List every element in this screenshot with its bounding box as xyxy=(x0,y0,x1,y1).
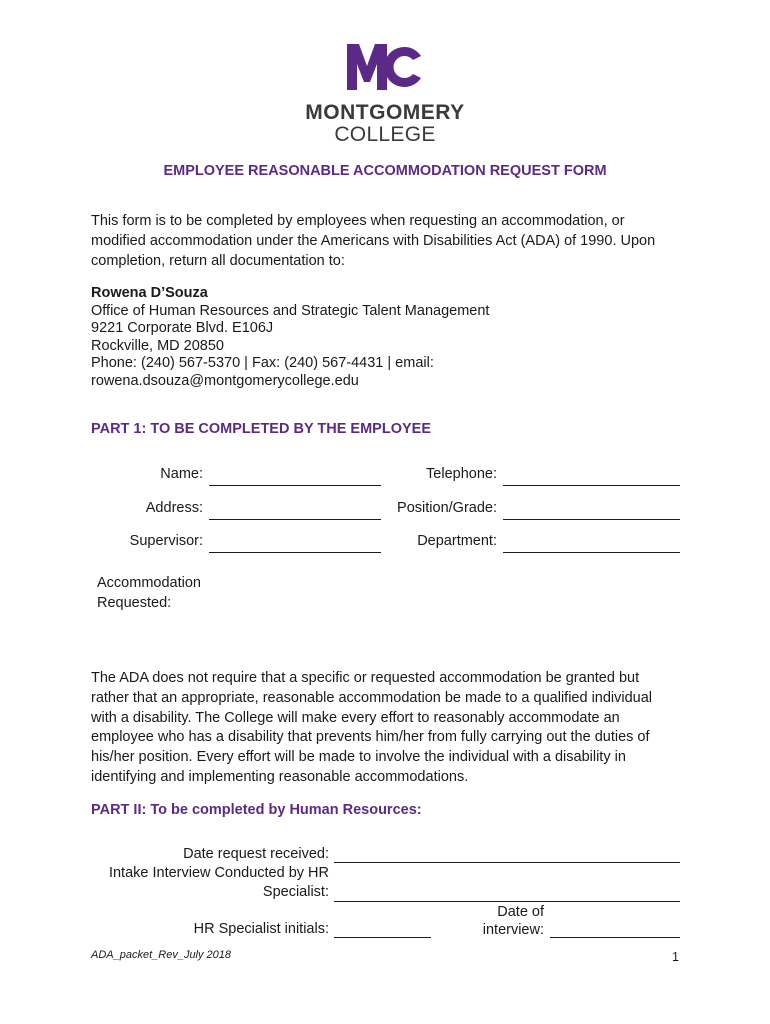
position-grade-label: Position/Grade: xyxy=(397,500,497,516)
name-label: Name: xyxy=(160,466,203,482)
montgomery-college-logo-icon xyxy=(347,44,423,90)
contact-office: Office of Human Resources and Strategic Talent Management xyxy=(91,302,490,319)
intake-label-line-2: Specialist: xyxy=(262,884,329,900)
hr-initials-field[interactable] xyxy=(334,937,431,938)
supervisor-field[interactable] xyxy=(209,552,381,553)
date-of-interview-label xyxy=(440,903,544,939)
date-of-interview-line-1: Date of xyxy=(497,904,544,920)
contact-name: Rowena D’Souza xyxy=(91,285,208,301)
date-received-label: Date request received: xyxy=(183,846,329,862)
intake-label-line-1: Intake Interview Conducted by HR xyxy=(108,865,329,881)
contact-block xyxy=(91,285,681,390)
contact-address-line-2: Rockville, MD 20850 xyxy=(91,337,224,354)
form-title: EMPLOYEE REASONABLE ACCOMMODATION REQUEST FORM xyxy=(163,163,607,179)
intake-interview-label xyxy=(91,864,329,902)
date-of-interview-field[interactable] xyxy=(550,937,680,938)
page-number: 1 xyxy=(672,950,679,964)
position-grade-field[interactable] xyxy=(503,519,680,520)
footer-revision: ADA_packet_Rev_July 2018 xyxy=(91,949,232,961)
date-received-field[interactable] xyxy=(334,862,680,863)
contact-phone-fax: Phone: (240) 567-5370 | Fax: (240) 567-4431 | email: xyxy=(91,355,434,371)
logo-wordmark-college: COLLEGE xyxy=(334,123,436,146)
address-field[interactable] xyxy=(209,519,381,520)
name-field[interactable] xyxy=(209,485,381,486)
date-of-interview-line-2: interview: xyxy=(482,922,544,938)
accommodation-requested-label xyxy=(97,573,201,613)
supervisor-label: Supervisor: xyxy=(129,533,203,549)
hr-initials-label: HR Specialist initials: xyxy=(193,921,329,937)
intake-specialist-field[interactable] xyxy=(334,901,680,902)
part2-heading: PART II: To be completed by Human Resources: xyxy=(91,802,422,818)
contact-email: rowena.dsouza@montgomerycollege.edu xyxy=(91,372,359,389)
contact-address-line-1: 9221 Corporate Blvd. E106J xyxy=(91,320,274,336)
department-label: Department: xyxy=(417,533,497,549)
logo-wordmark-montgomery: MONTGOMERY xyxy=(305,101,465,124)
department-field[interactable] xyxy=(503,552,680,553)
intro-paragraph: This form is to be completed by employees when requesting an accommodation, or modified accommodation under the Americans with Disabilities Act (ADA) of 1990. Upon completion, return all documentation to: xyxy=(91,213,656,269)
accommodation-label-line-2: Requested: xyxy=(97,595,172,611)
part1-heading: PART 1: TO BE COMPLETED BY THE EMPLOYEE xyxy=(91,421,431,437)
ada-paragraph: The ADA does not require that a specific or requested accommodation be granted but rather that an appropriate, reasonable accommodation be made to a qualified individual with a disability. The College will make every effort to reasonably accommodate an employee who has a disability that prevents him/her from fully carrying out the duties of his/her position. Every effort will be made to involve the individual with a disability in identifying and implementing reasonable accommodations. xyxy=(91,670,653,785)
telephone-label: Telephone: xyxy=(426,466,497,482)
address-label: Address: xyxy=(145,500,203,516)
accommodation-label-line-1: Accommodation xyxy=(97,575,201,591)
telephone-field[interactable] xyxy=(503,485,680,486)
